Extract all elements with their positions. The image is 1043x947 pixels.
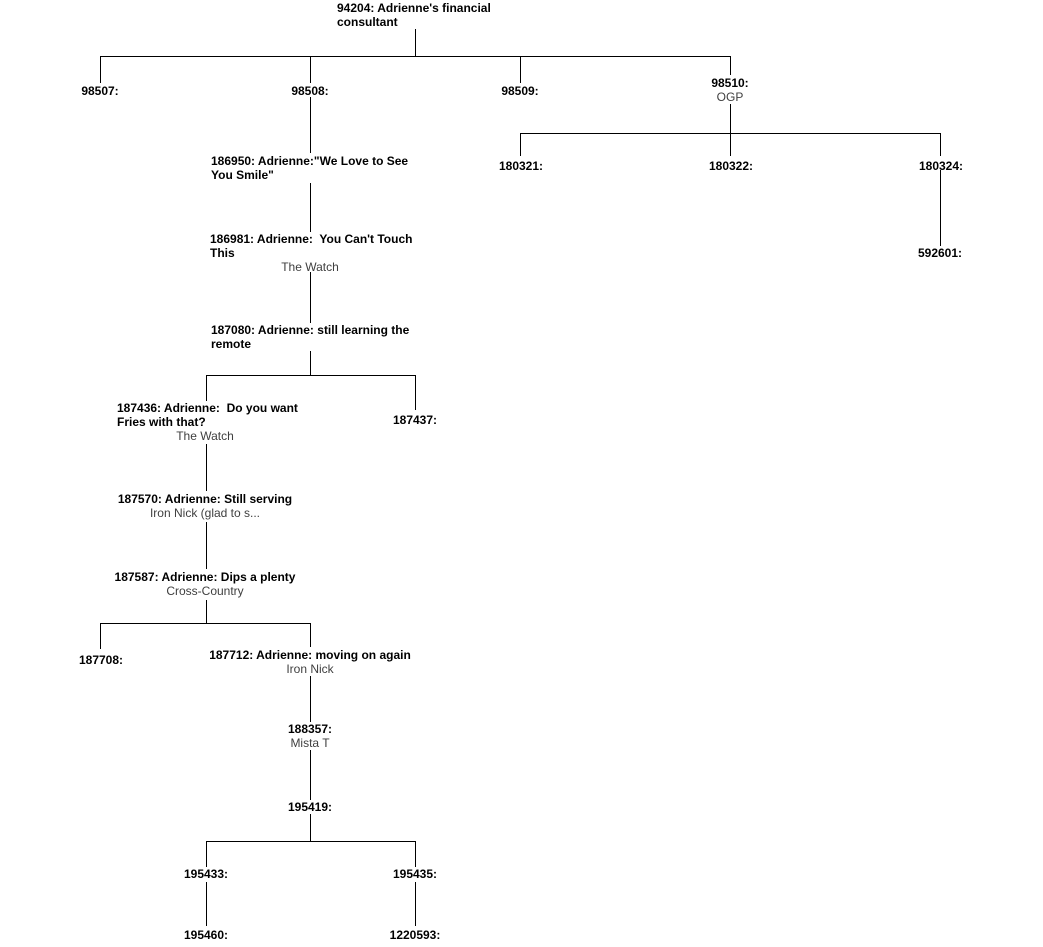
- connector-children-187587: [100, 623, 311, 624]
- connector-children-187080: [206, 375, 416, 376]
- connector-98508-186950: [310, 97, 311, 153]
- connector-drop-195435: [415, 841, 416, 867]
- connector-children-94204: [100, 56, 731, 57]
- node-195460[interactable]: 195460:: [183, 928, 229, 942]
- connector-children-195419: [206, 841, 416, 842]
- connector-drop-98507: [100, 56, 101, 83]
- node-195419[interactable]: 195419:: [287, 800, 333, 814]
- connector-186950-186981: [310, 183, 311, 232]
- node-592601[interactable]: 592601:: [917, 246, 963, 260]
- node-98508[interactable]: 98508:: [291, 84, 329, 98]
- node-98509[interactable]: 98509:: [501, 84, 539, 98]
- node-187587[interactable]: 187587: Adrienne: Dips a plenty: [114, 570, 296, 584]
- node-195433[interactable]: 195433:: [183, 867, 229, 881]
- node-94204[interactable]: 94204: Adrienne's financial consultant: [337, 1, 495, 29]
- node-98507[interactable]: 98507:: [81, 84, 119, 98]
- connector-drop-180322: [730, 133, 731, 156]
- connector-stem-195419: [310, 814, 311, 842]
- node-187570[interactable]: 187570: Adrienne: Still serving: [117, 492, 293, 506]
- connector-stem-187587: [206, 600, 207, 624]
- node-180324[interactable]: 180324:: [918, 159, 964, 173]
- node-188357[interactable]: 188357:: [287, 722, 333, 736]
- node-98510[interactable]: 98510:: [711, 76, 749, 90]
- node-187080[interactable]: 187080: Adrienne: still learning the remote: [211, 323, 413, 351]
- connector-drop-187712: [310, 623, 311, 647]
- node-180321[interactable]: 180321:: [498, 159, 544, 173]
- node-1220593[interactable]: 1220593:: [389, 928, 441, 942]
- connector-drop-180324: [940, 133, 941, 156]
- node-187437[interactable]: 187437:: [392, 413, 438, 427]
- connector-drop-187437: [415, 375, 416, 410]
- connector-drop-98508: [310, 56, 311, 83]
- node-195435[interactable]: 195435:: [392, 867, 438, 881]
- connector-180324-592601: [940, 170, 941, 246]
- connector-195435-1220593: [415, 882, 416, 926]
- node-186981-subtitle: The Watch: [281, 260, 339, 274]
- node-180322[interactable]: 180322:: [708, 159, 754, 173]
- node-187436-subtitle: The Watch: [176, 429, 234, 443]
- connector-195433-195460: [206, 882, 207, 926]
- node-187712-subtitle: Iron Nick: [286, 662, 334, 676]
- node-187708[interactable]: 187708:: [78, 653, 124, 667]
- node-188357-subtitle: Mista T: [290, 736, 330, 750]
- connector-drop-180321: [520, 133, 521, 156]
- connector-stem-94204: [415, 29, 416, 57]
- node-187436[interactable]: 187436: Adrienne: Do you want Fries with that?: [117, 401, 302, 429]
- node-187587-subtitle: Cross-Country: [166, 584, 244, 598]
- node-187712[interactable]: 187712: Adrienne: moving on again: [209, 648, 411, 662]
- connector-187712-188357: [310, 676, 311, 722]
- connector-187436-187570: [206, 444, 207, 491]
- node-98510-subtitle: OGP: [716, 90, 744, 104]
- node-186981[interactable]: 186981: Adrienne: You Can't Touch This: [210, 232, 416, 260]
- connector-stem-98510: [730, 104, 731, 134]
- connector-drop-187708: [100, 623, 101, 649]
- connector-drop-98509: [520, 56, 521, 83]
- node-187570-subtitle: Iron Nick (glad to s...: [149, 506, 261, 520]
- node-186950[interactable]: 186950: Adrienne:"We Love to See You Smile": [211, 154, 412, 182]
- connector-drop-187436: [206, 375, 207, 401]
- connector-drop-195433: [206, 841, 207, 867]
- connector-stem-187080: [310, 351, 311, 376]
- connector-186981-187080: [310, 272, 311, 323]
- connector-188357-195419: [310, 750, 311, 800]
- connector-187570-187587: [206, 522, 207, 569]
- connector-drop-98510: [730, 56, 731, 75]
